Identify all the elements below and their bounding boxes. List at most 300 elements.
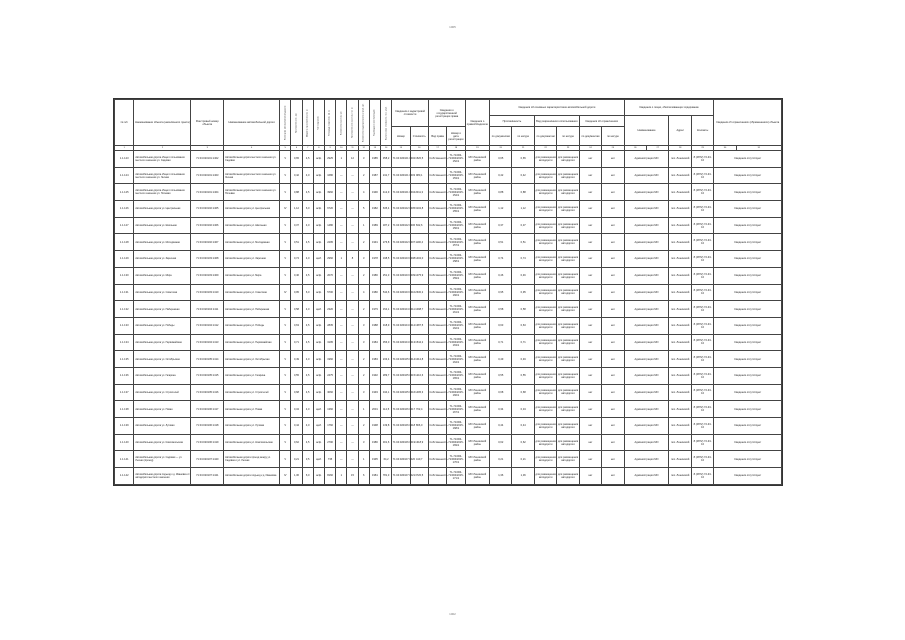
row-number: 1.1.127 [115,217,134,234]
registration-number: 71-71/004-71/004/2015-153/1 [447,167,465,184]
category: V [280,451,291,468]
column-number: 10 [336,146,347,151]
maintainer-name: Администрация МО [624,317,669,334]
category: V [280,418,291,435]
usage-doc: для размещения автодороги [534,284,556,301]
restriction-fact: нет [602,184,624,201]
registration-number: 71-71/004-71/004/2015-167/1 [447,401,465,418]
year: 1980 [369,284,380,301]
surface-area: 735 [324,451,335,468]
row-number: 1.1.124 [115,167,134,184]
usage-fact: для размещения автодороги [557,201,579,218]
year: 2001 [369,401,380,418]
cadastral-value: 1402,0 [410,251,428,268]
category: IV [280,201,291,218]
column-number: 11 [347,146,358,151]
bridges-length: — [347,284,358,301]
table-row [115,251,782,268]
limitations: Сведения отсутствуют [714,234,782,251]
surface-type: асф. [313,184,324,201]
bridges-length: — [347,351,358,368]
surface-area: 5700 [324,284,335,301]
maintainer-contacts: 8 (4872) 72-33-10 [691,384,713,401]
restriction-doc: нет [579,251,601,268]
bridges-length: 15 [347,468,358,485]
registry-number: 71:04:020102:1406 [191,217,224,234]
usage-doc: для размещения автодороги [534,267,556,284]
cadastral-value: 1012,8 [410,351,428,368]
column-number: 28 [669,146,691,151]
culverts: 3 [358,317,369,334]
column-number: 1 [115,146,134,151]
header-reg-kind: Вид права [428,127,446,146]
length-doc: 0,63 [490,317,512,334]
length: 1,12 [291,201,302,218]
limitations: Сведения отсутствуют [714,317,782,334]
right-kind: Собственность [428,284,446,301]
length-fact: 0,71 [512,334,534,351]
registry-number: 71:04:020103:1408 [191,251,224,268]
category: V [280,401,291,418]
maintainer-contacts: 8 (4872) 72-33-10 [691,434,713,451]
restriction-doc: нет [579,201,601,218]
column-number: 6 [291,146,302,151]
surface-area: 2475 [324,367,335,384]
bridges-count: — [336,301,347,318]
bridges-count: — [336,351,347,368]
length: 0,65 [291,151,302,168]
width: 4,0 [302,167,313,184]
road-name: Автомобильная дорога подъезд к д. Ивановка [224,468,280,485]
length-fact: 0,68 [512,384,534,401]
restriction-fact: нет [602,151,624,168]
usage-doc: для размещения автодороги [534,367,556,384]
culverts: 3 [358,251,369,268]
book-value: 289,7 [381,367,392,384]
usage-doc: для размещения автодороги [534,151,556,168]
usage-fact: для размещения автодороги [557,301,579,318]
object-name: Автомобильная дорога ул. Заречная [134,251,191,268]
road-name: Автомобильная дорога ул. Набережная [224,301,280,318]
width: 4,0 [302,301,313,318]
right-kind: Собственность [428,334,446,351]
right-kind: Собственность [428,384,446,401]
length-fact: 1,36 [512,468,534,485]
length: 0,95 [291,284,302,301]
length: 0,44 [291,418,302,435]
limitations: Сведения отсутствуют [714,334,782,351]
right-kind: Собственность [428,418,446,435]
maintainer-address: пос. Ленинский [669,184,691,201]
maintainer-name: Администрация МО [624,351,669,368]
maintainer-contacts: 8 (4872) 72-33-10 [691,167,713,184]
row-number: 1.1.136 [115,367,134,384]
object-name: Автомобильная дорога ул. Луговая [134,418,191,435]
length: 0,58 [291,301,302,318]
registration-number: 71-71/004-71/004/2015-163/1 [447,334,465,351]
road-name: Автомобильная дорога ул. Заречная [224,251,280,268]
object-name: Автомобильная дорога ул. Школьная [134,217,191,234]
cadastral-number: 71:04:020106:1419 [392,434,410,451]
header-width: Ширина проезжей части, м [302,100,313,146]
limitations: Сведения отсутствуют [714,401,782,418]
bridges-count: — [336,167,347,184]
category: IV [280,284,291,301]
bridges-length: — [347,384,358,401]
limitations: Сведения отсутствуют [714,418,782,435]
column-number: 19 [465,146,489,151]
restriction-doc: нет [579,418,601,435]
column-number: 14 [381,146,392,151]
usage-doc: для размещения автодороги [534,401,556,418]
bridges-count: — [336,334,347,351]
object-name: Автомобильная дорога ул. Первомайская [134,334,191,351]
bridges-length: — [347,367,358,384]
header-cad-value: Стоимость [410,127,428,146]
road-name: Автомобильная дорога ул. Победы [224,317,280,334]
maintainer-name: Администрация МО [624,251,669,268]
width: 4,5 [302,317,313,334]
culverts: 2 [358,234,369,251]
table-row [115,284,782,301]
column-number: 29 [691,146,713,151]
culverts: 3 [358,151,369,168]
surface-type: асф. [313,217,324,234]
restriction-doc: нет [579,434,601,451]
width: 4,5 [302,184,313,201]
year: 1988 [369,317,380,334]
bridges-length: — [347,401,358,418]
width: 4,5 [302,151,313,168]
usage-fact: для размещения автодороги [557,234,579,251]
object-name: Автомобильная дорога ул. Победы [134,317,191,334]
header-number: № п/п [115,100,134,146]
cadastral-value: 1318,9 [410,434,428,451]
cadastral-number: 71:04:020102:1406 [392,217,410,234]
width: 4,0 [302,217,313,234]
length-fact: 0,21 [512,451,534,468]
header-maint-address: Адрес [669,116,691,146]
cadastral-value: 980,1 [410,167,428,184]
length: 0,46 [291,267,302,284]
header-bridges-length: Протяжённость мостов, пог. м [347,100,358,146]
registry-number: 71:04:020105:1416 [191,384,224,401]
right-kind: Собственность [428,234,446,251]
header-len-fact: по натуре [512,127,534,146]
row-number: 1.1.138 [115,401,134,418]
usage-fact: для размещения автодороги [557,184,579,201]
object-name: Автомобильная дорога ул. Комсомольская [134,434,191,451]
cadastral-number: 71:04:020104:1412 [392,317,410,334]
usage-doc: для размещения автодороги [534,384,556,401]
length-doc: 0,46 [490,267,512,284]
owner: МО Ленинский район [465,351,489,368]
maintainer-address: пос. Ленинский [669,317,691,334]
row-number: 1.1.129 [115,251,134,268]
maintainer-name: Администрация МО [624,434,669,451]
cadastral-value: 1495,3 [410,384,428,401]
length: 0,49 [291,351,302,368]
bridges-count: — [336,367,347,384]
registration-number: 71-71/004-71/004/2015-158/1 [447,251,465,268]
header-surface-type: Тип покрытия [313,100,324,146]
length-fact: 0,51 [512,234,534,251]
cadastral-number: 71:04:020101:1404 [392,184,410,201]
registry-number: 71:04:020107:1421 [191,468,224,485]
category: V [280,234,291,251]
bridges-count: — [336,267,347,284]
usage-fact: для размещения автодороги [557,468,579,485]
table-row [115,167,782,184]
object-name: Автомобильная дорога ул. Мира [134,267,191,284]
width: 4,5 [302,434,313,451]
header-object-name: Наименование объекта (населённого пункта) [134,100,191,146]
surface-type: щеб. [313,301,324,318]
surface-area: 2295 [324,234,335,251]
culverts: 3 [358,384,369,401]
object-name: Автомобильная дорога ул. Новая [134,401,191,418]
category: V [280,167,291,184]
length-doc: 0,74 [490,251,512,268]
limitations: Сведения отсутствуют [714,217,782,234]
registration-number: 71-71/004-71/004/2015-164/1 [447,351,465,368]
right-kind: Собственность [428,201,446,218]
road-name: Автомобильная дорога ул. Октябрьская [224,351,280,368]
column-number: 8 [313,146,324,151]
maintainer-name: Администрация МО [624,367,669,384]
width: 4,5 [302,234,313,251]
maintainer-contacts: 8 (4872) 72-33-10 [691,267,713,284]
right-kind: Собственность [428,184,446,201]
surface-area: 1680 [324,167,335,184]
usage-fact: для размещения автодороги [557,284,579,301]
cadastral-number: 71:04:020107:1421 [392,468,410,485]
length-doc: 0,44 [490,418,512,435]
usage-fact: для размещения автодороги [557,151,579,168]
bridges-count: 1 [336,151,347,168]
limitations: Сведения отсутствуют [714,301,782,318]
year: 1998 [369,418,380,435]
surface-area: 1360 [324,401,335,418]
header-char-usage: Вид разрешённого использования [534,116,579,127]
restriction-fact: нет [602,201,624,218]
cadastral-number: 71:04:020104:1413 [392,334,410,351]
bridges-length: — [347,334,358,351]
restriction-fact: нет [602,301,624,318]
surface-type: асф. [313,167,324,184]
table-row [115,468,782,485]
column-number: 15 [392,146,410,151]
registration-number: 71-71/004-71/004/2015-159/1 [447,267,465,284]
maintainer-contacts: 8 (4872) 72-33-10 [691,351,713,368]
book-value: 412,9 [381,184,392,201]
registry-number: 71:04:020105:1414 [191,351,224,368]
owner: МО Ленинский район [465,367,489,384]
year: 1979 [369,301,380,318]
maintainer-name: Администрация МО [624,284,669,301]
surface-area: 2835 [324,317,335,334]
right-kind: Собственность [428,251,446,268]
header-owner: Сведения о правообладателе [465,100,489,146]
bridges-length: — [347,234,358,251]
usage-fact: для размещения автодороги [557,317,579,334]
registration-number: 71-71/004-71/004/2015-156/1 [447,217,465,234]
header-category: Категория автомобильной дороги [280,100,291,146]
maintainer-address: пос. Ленинский [669,284,691,301]
owner: МО Ленинский район [465,167,489,184]
maintainer-address: пос. Ленинский [669,151,691,168]
book-value: 344,1 [381,384,392,401]
restriction-doc: нет [579,317,601,334]
maintainer-contacts: 8 (4872) 72-33-10 [691,301,713,318]
surface-area: 2320 [324,301,335,318]
column-number: 22 [534,146,556,151]
row-number: 1.1.140 [115,434,134,451]
bridges-length: — [347,167,358,184]
length-fact: 0,46 [512,267,534,284]
usage-doc: для размещения автодороги [534,418,556,435]
year: 1986 [369,434,380,451]
object-name: Автомобильная дорога общего пользования местного значения ул. Садовая [134,151,191,168]
registry-number: 71:04:020104:1412 [191,317,224,334]
registration-number: 71-71/004-71/004/2015-170/1 [447,451,465,468]
year: 1993 [369,384,380,401]
length-doc: 0,42 [490,167,512,184]
year: 1995 [369,451,380,468]
usage-fact: для размещения автодороги [557,418,579,435]
usage-fact: для размещения автодороги [557,167,579,184]
bridges-count: — [336,201,347,218]
length: 0,74 [291,251,302,268]
length-fact: 0,88 [512,184,534,201]
restriction-doc: нет [579,167,601,184]
surface-type: щеб. [313,251,324,268]
culverts: 2 [358,301,369,318]
limitations: Сведения отсутствуют [714,184,782,201]
column-number: 24 [579,146,601,151]
surface-type: асф. [313,468,324,485]
right-kind: Собственность [428,301,446,318]
header-maintenance-group: Сведения о лицах, обеспечивающих содержание [624,100,714,116]
length: 0,62 [291,434,302,451]
header-year: Год ввода в эксплуатацию [369,100,380,146]
length-doc: 0,55 [490,367,512,384]
book-value: 301,6 [381,434,392,451]
surface-type: асф. [313,434,324,451]
column-number: 18 [447,146,465,151]
surface-area: 3195 [324,334,335,351]
width: 4,0 [302,418,313,435]
surface-type: асф. [313,234,324,251]
row-number: 1.1.135 [115,351,134,368]
maintainer-name: Администрация МО [624,267,669,284]
header-maint-name: Наименование [624,116,669,146]
cadastral-value: 1520,5 [410,151,428,168]
registry-number: 71:04:020101:1403 [191,167,224,184]
header-road-name: Наименование автомобильной дороги [224,100,280,146]
maintainer-contacts: 8 (4872) 72-33-10 [691,184,713,201]
right-kind: Собственность [428,217,446,234]
culverts: 2 [358,418,369,435]
usage-doc: для размещения автодороги [534,468,556,485]
table-row [115,151,782,168]
header-characteristics-group: Сведения об основных характеристиках автомобильной дороги [490,100,625,116]
bridges-count: — [336,384,347,401]
width: 4,5 [302,367,313,384]
usage-doc: для размещения автодороги [534,434,556,451]
length-doc: 0,71 [490,334,512,351]
cadastral-value: 1098,7 [410,301,428,318]
maintainer-name: Администрация МО [624,301,669,318]
maintainer-address: пос. Ленинский [669,334,691,351]
surface-area: 6720 [324,201,335,218]
surface-area: 2960 [324,251,335,268]
table-row [115,217,782,234]
maintainer-name: Администрация МО [624,234,669,251]
road-name: Автомобильная дорога местного значения ул. Лесная [224,167,280,184]
cadastral-value: 866,0 [410,418,428,435]
book-value: 276,8 [381,234,392,251]
category: V [280,251,291,268]
bridges-count: — [336,284,347,301]
usage-fact: для размещения автодороги [557,351,579,368]
usage-doc: для размещения автодороги [534,217,556,234]
limitations: Сведения отсутствуют [714,434,782,451]
maintainer-address: пос. Ленинский [669,418,691,435]
row-number: 1.1.125 [115,184,134,201]
header-length: Протяжённость, км [291,100,302,146]
cadastral-value: 2630,2 [410,284,428,301]
header-cad-number: Номер [392,127,410,146]
row-number: 1.1.137 [115,384,134,401]
length-fact: 0,49 [512,351,534,368]
registry-number: 71:04:020105:1415 [191,367,224,384]
culverts: 4 [358,184,369,201]
length: 0,63 [291,317,302,334]
usage-doc: для размещения автодороги [534,451,556,468]
owner: МО Ленинский район [465,217,489,234]
limitations: Сведения отсутствуют [714,367,782,384]
book-value: 318,9 [381,317,392,334]
header-registration-group: Сведения о государственной регистрации права [428,100,465,127]
registration-number: 71-71/004-71/004/2015-168/1 [447,418,465,435]
registry-number: 71:04:020103:1409 [191,267,224,284]
column-number: 7 [302,146,313,151]
cadastral-value: 410,7 [410,451,428,468]
book-value: 356,0 [381,334,392,351]
table-row [115,317,782,334]
length-fact: 0,65 [512,151,534,168]
road-name: Автомобильная дорога ул. Гагарина [224,367,280,384]
maintainer-contacts: 8 (4872) 72-33-10 [691,468,713,485]
category: V [280,301,291,318]
length-fact: 0,74 [512,251,534,268]
header-culverts: Количество водопропускных труб, шт. [358,100,369,146]
table-row [115,434,782,451]
length-fact: 0,44 [512,418,534,435]
usage-doc: для размещения автодороги [534,301,556,318]
limitations: Сведения отсутствуют [714,284,782,301]
registry-number: 71:04:020102:1407 [191,234,224,251]
width: 4,5 [302,384,313,401]
cadastral-value: 1075,9 [410,267,428,284]
limitations: Сведения отсутствуют [714,167,782,184]
maintainer-contacts: 8 (4872) 72-33-10 [691,284,713,301]
maintainer-name: Администрация МО [624,217,669,234]
surface-area: 1480 [324,217,335,234]
page-number-bottom: 1002 [449,612,456,616]
row-number: 1.1.134 [115,334,134,351]
